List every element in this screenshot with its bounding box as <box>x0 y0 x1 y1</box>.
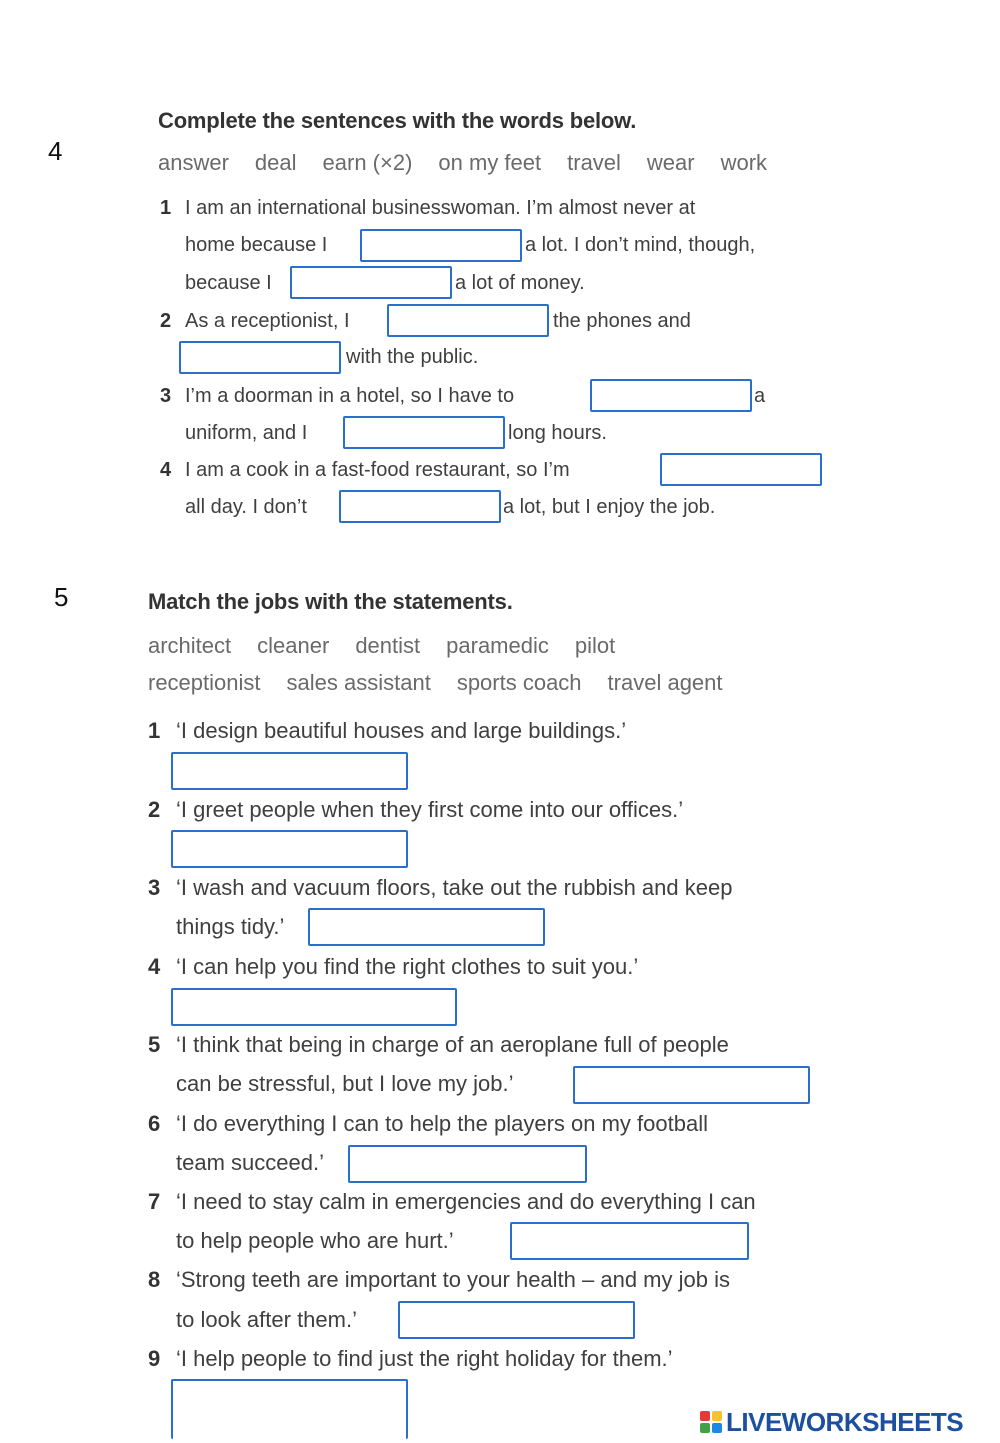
answer-box-5-9[interactable] <box>171 1379 408 1439</box>
statement-number: 9 <box>148 1346 161 1371</box>
sentence-text: a <box>754 385 766 407</box>
word-bank-item: travel agent <box>607 670 723 695</box>
sentence-number: 1 <box>160 197 172 219</box>
word-bank-item: answer <box>158 150 229 175</box>
statement-number: 4 <box>148 954 161 979</box>
statement-number: 7 <box>148 1189 161 1214</box>
answer-box-5-7[interactable] <box>510 1222 749 1260</box>
sentence-text: long hours. <box>508 422 607 444</box>
statement-text: ‘Strong teeth are important to your health – and my job is <box>176 1267 730 1292</box>
statement-text: can be stressful, but I love my job.’ <box>176 1071 514 1096</box>
statement-number: 8 <box>148 1267 161 1292</box>
word-bank-item: pilot <box>574 633 616 658</box>
statement-text: ‘I design beautiful houses and large buildings.’ <box>176 718 627 743</box>
sentence-text: a lot of money. <box>455 272 585 294</box>
answer-box-4-1b[interactable] <box>290 266 452 299</box>
statement-text: ‘I help people to find just the right holiday for them.’ <box>176 1346 673 1371</box>
word-bank-item: work <box>720 150 768 175</box>
word-bank-item: on my feet <box>438 150 542 175</box>
word-bank-item: cleaner <box>257 633 330 658</box>
logo-icon <box>700 1411 722 1433</box>
statement-text: to help people who are hurt.’ <box>176 1228 454 1253</box>
sentence-text: I am an international businesswoman. I’m almost never at <box>185 197 696 219</box>
answer-box-4-1a[interactable] <box>360 229 522 262</box>
answer-box-5-6[interactable] <box>348 1145 587 1183</box>
sentence-text: uniform, and I <box>185 422 308 444</box>
statement-text: ‘I greet people when they first come into our offices.’ <box>176 797 684 822</box>
statement-number: 6 <box>148 1111 161 1136</box>
statement-text: ‘I think that being in charge of an aeroplane full of people <box>176 1032 729 1057</box>
word-bank-item: paramedic <box>446 633 549 658</box>
sentence-text: a lot. I don’t mind, though, <box>525 234 756 256</box>
exercise-4-word-bank <box>158 150 767 176</box>
statement-text: things tidy.’ <box>176 914 285 939</box>
statement-number: 2 <box>148 797 161 822</box>
sentence-text: I am a cook in a fast-food restaurant, so I’m <box>185 459 570 481</box>
statement-text: ‘I do everything I can to help the players on my football <box>176 1111 708 1136</box>
logo-text: LIVEWORKSHEETS <box>726 1406 964 1437</box>
statement-number: 3 <box>148 875 161 900</box>
answer-box-5-5[interactable] <box>573 1066 810 1104</box>
sentence-number: 2 <box>160 310 172 332</box>
word-bank-item: earn (×2) <box>322 150 413 175</box>
sentence-number: 4 <box>160 459 172 481</box>
sentence-text: home because I <box>185 234 328 256</box>
word-bank-item: architect <box>148 633 232 658</box>
sentence-text: I’m a doorman in a hotel, so I have to <box>185 385 515 407</box>
statement-number: 5 <box>148 1032 161 1057</box>
word-bank-item: dentist <box>355 633 421 658</box>
sentence-text: the phones and <box>553 310 691 332</box>
word-bank-item: deal <box>254 150 297 175</box>
answer-box-5-8[interactable] <box>398 1301 635 1339</box>
statement-text: ‘I wash and vacuum floors, take out the rubbish and keep <box>176 875 733 900</box>
sentence-text: all day. I don’t <box>185 496 307 518</box>
word-bank-item: wear <box>646 150 695 175</box>
answer-box-5-2[interactable] <box>171 830 408 868</box>
liveworksheets-logo <box>700 1404 963 1440</box>
statement-number: 1 <box>148 718 161 743</box>
exercise-5-instruction: Match the jobs with the statements. <box>148 589 513 614</box>
answer-box-4-3b[interactable] <box>343 416 505 449</box>
statement-text: team succeed.’ <box>176 1150 324 1175</box>
word-bank-item: sports coach <box>456 670 582 695</box>
answer-box-4-4b[interactable] <box>339 490 501 523</box>
answer-box-4-4a[interactable] <box>660 453 822 486</box>
sentence-text: because I <box>185 272 272 294</box>
answer-box-4-3a[interactable] <box>590 379 752 412</box>
sentence-text: with the public. <box>346 346 479 368</box>
statement-text: ‘I need to stay calm in emergencies and do everything I can <box>176 1189 756 1214</box>
sentence-number: 3 <box>160 385 172 407</box>
answer-box-5-4[interactable] <box>171 988 457 1026</box>
answer-box-4-2a[interactable] <box>387 304 549 337</box>
exercise-4-instruction: Complete the sentences with the words below. <box>158 108 637 133</box>
word-bank-item: travel <box>567 150 621 175</box>
statement-text: to look after them.’ <box>176 1307 357 1332</box>
exercise-5-number: 5 <box>54 582 69 612</box>
exercise-5-word-bank-row-1 <box>148 633 615 659</box>
exercise-5-word-bank-row-2 <box>148 670 723 696</box>
sentence-text: As a receptionist, I <box>185 310 350 332</box>
exercise-4-number: 4 <box>48 136 63 166</box>
word-bank-item: receptionist <box>148 670 261 695</box>
statement-text: ‘I can help you find the right clothes to suit you.’ <box>176 954 639 979</box>
answer-box-5-1[interactable] <box>171 752 408 790</box>
answer-box-4-2b[interactable] <box>179 341 341 374</box>
answer-box-5-3[interactable] <box>308 908 545 946</box>
sentence-text: a lot, but I enjoy the job. <box>503 496 716 518</box>
word-bank-item: sales assistant <box>286 670 431 695</box>
